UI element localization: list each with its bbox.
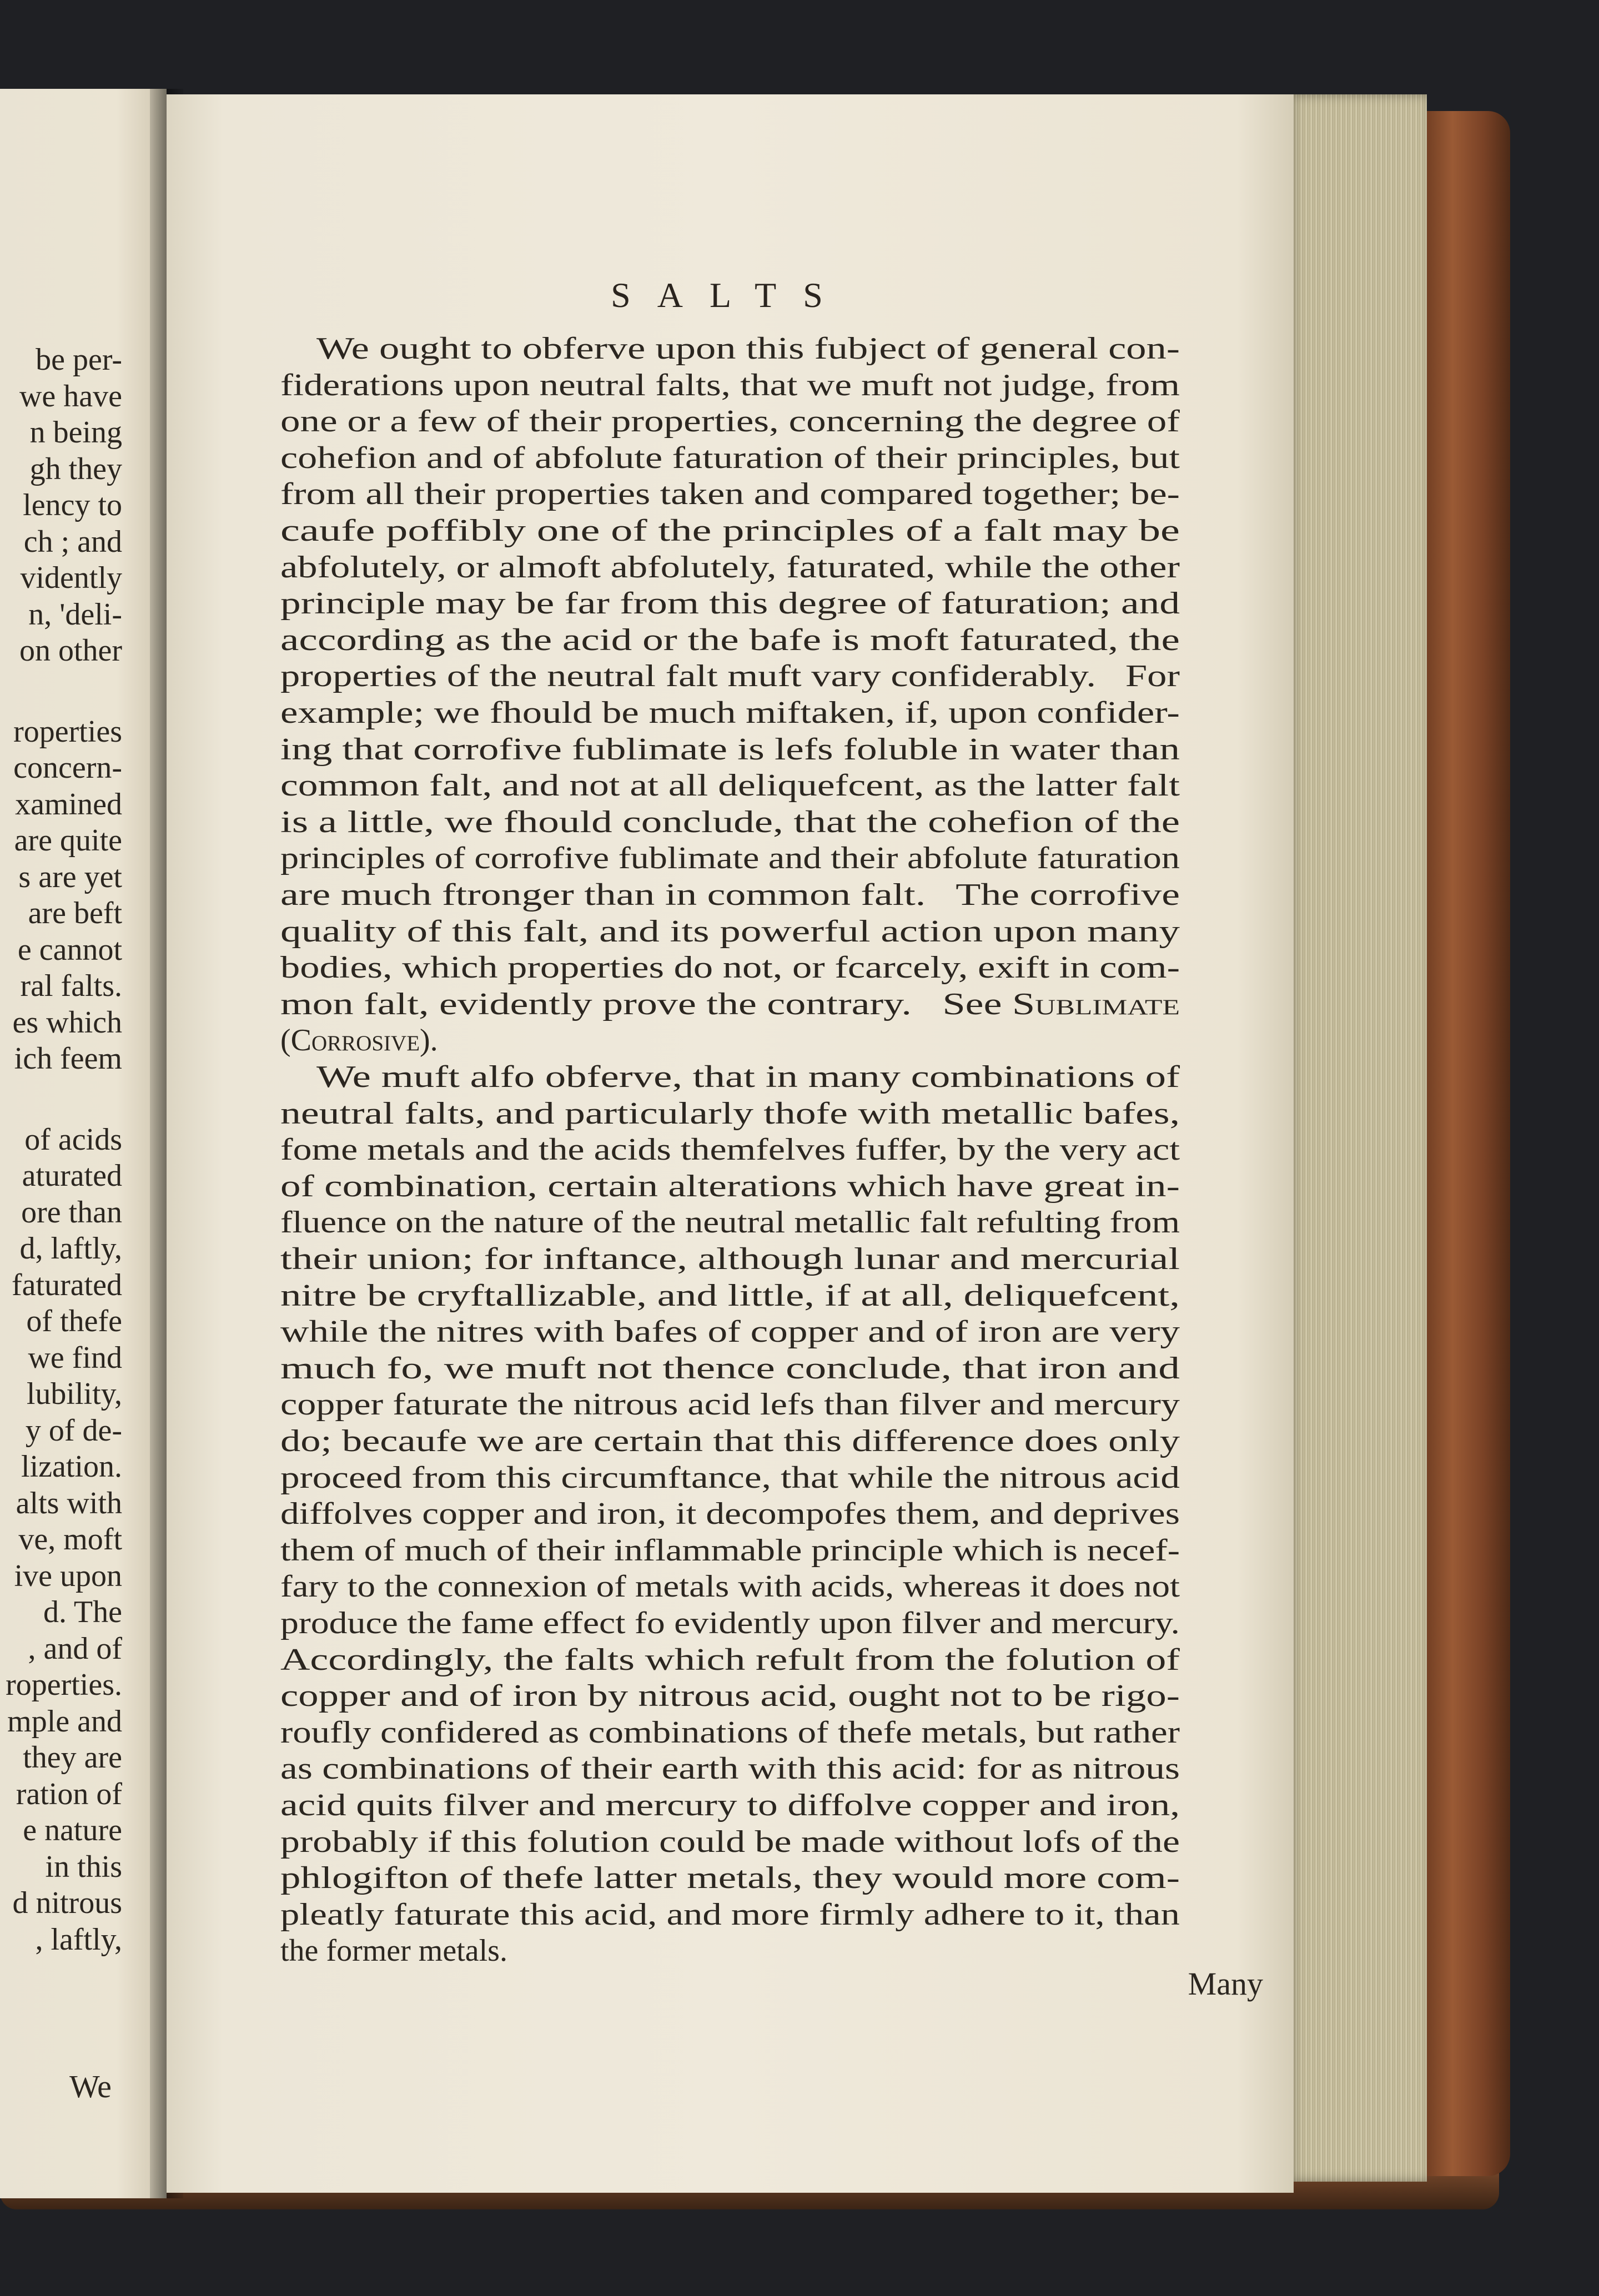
text-line xyxy=(280,986,1180,1023)
right-page xyxy=(167,94,1294,2193)
left-page xyxy=(0,89,167,2198)
text-line: from all their properties taken and compared together; be- xyxy=(280,477,1180,512)
text-line: pleatly faturate this acid, and more firmly adhere to it, than xyxy=(280,1897,1180,1932)
left-page-line: are quite xyxy=(14,823,122,858)
left-page-line: ve, moft xyxy=(18,1522,122,1557)
left-page-line: , and of xyxy=(28,1631,122,1666)
left-page-line: d nitrous xyxy=(12,1886,122,1920)
left-page-line: mple and xyxy=(7,1704,122,1739)
left-page-line: ore than xyxy=(21,1195,122,1230)
left-page-line: d, laftly, xyxy=(19,1231,122,1266)
page-fore-edge xyxy=(1288,94,1427,2182)
text-line: much fo, we muft not thence conclude, that iron and xyxy=(280,1351,1180,1386)
left-page-line: lization. xyxy=(21,1449,122,1484)
left-page-line: es which xyxy=(12,1005,122,1040)
text-line: diffolves copper and iron, it decompofes them, and deprives xyxy=(280,1497,1180,1532)
left-page-line: roperties xyxy=(13,714,122,749)
left-page-line: aturated xyxy=(22,1159,122,1193)
left-page-line: n, 'deli- xyxy=(28,597,122,632)
left-page-line: e cannot xyxy=(17,932,122,967)
text-line: quality of this falt, and its powerful action upon many xyxy=(280,914,1180,949)
cross-reference-qualifier: Corrosive xyxy=(290,1023,420,1058)
left-page-line: lency to xyxy=(23,488,122,522)
left-page-line: vidently xyxy=(20,561,122,595)
text-line: while the nitres with bafes of copper and of iron are very xyxy=(280,1315,1180,1350)
text-line: do; becaufe we are certain that this difference does only xyxy=(280,1424,1180,1458)
text-line: them of much of their inflammable principle which is necef- xyxy=(280,1533,1180,1568)
cross-reference: Sublimate xyxy=(1012,986,1180,1021)
running-head: SALTS xyxy=(611,275,849,315)
text-line: according as the acid or the bafe is moft faturated, the xyxy=(280,622,1180,657)
text-line: (Corrosive). xyxy=(280,1023,438,1058)
text-line: their union; for inftance, although lunar and mercurial xyxy=(280,1242,1180,1276)
left-page-line: alts with xyxy=(16,1486,122,1520)
left-page-line: concern- xyxy=(13,751,122,785)
text-line: example; we fhould be much miftaken, if, upon confider- xyxy=(280,696,1180,730)
left-page-line: ral falts. xyxy=(20,969,122,1003)
left-page-line: ive upon xyxy=(14,1558,122,1593)
text-line: the former metals. xyxy=(280,1934,507,1968)
text-line: principle may be far from this degree of faturation; and xyxy=(280,586,1180,621)
text-line: copper and of iron by nitrous acid, ought not to be rigo- xyxy=(280,1679,1180,1714)
text-line: We ought to obferve upon this fubject of general con- xyxy=(316,331,1180,366)
text-line: roufly confidered as combinations of thefe metals, but rather xyxy=(280,1715,1180,1750)
text-line: one or a few of their properties, concerning the degree of xyxy=(280,404,1180,439)
left-page-line: n being xyxy=(29,415,122,450)
text-line: is a little, we fhould conclude, that the cohefion of the xyxy=(280,804,1180,839)
left-page-line: lubility, xyxy=(26,1377,122,1411)
left-page-line: they are xyxy=(23,1740,122,1775)
left-page-line: y of de- xyxy=(25,1413,122,1448)
left-page-line: d. The xyxy=(43,1595,122,1629)
text-line: Accordingly, the falts which refult from the folution of xyxy=(280,1642,1180,1677)
text-run: mon falt, evidently prove the contrary. See xyxy=(280,986,1012,1021)
left-page-line: ch ; and xyxy=(23,524,122,559)
left-page-line: ration of xyxy=(16,1776,122,1811)
left-page-line: faturated xyxy=(12,1267,122,1302)
left-page-line: on other xyxy=(19,633,122,668)
text-line: are much ftronger than in common falt. The corrofive xyxy=(280,878,1180,912)
text-line: principles of corrofive fublimate and their abfolute faturation xyxy=(280,841,1180,876)
text-line: as combinations of their earth with this acid: for as nitrous xyxy=(280,1751,1180,1786)
text-line: fome metals and the acids themfelves fuffer, by the very act xyxy=(280,1132,1180,1167)
text-line: fiderations upon neutral falts, that we muft not judge, from xyxy=(280,367,1180,402)
left-page-line: , laftly, xyxy=(35,1922,122,1957)
left-page-line: ich feem xyxy=(14,1041,122,1076)
book-cover-edge xyxy=(1421,111,1510,2176)
left-page-line: e nature xyxy=(23,1813,122,1847)
left-page-line: are beft xyxy=(28,896,122,930)
left-page-line: gh they xyxy=(29,451,122,486)
text-line: common falt, and not at all deliquefcent, as the latter falt xyxy=(280,768,1180,803)
text-line: ing that corrofive fublimate is lefs foluble in water than xyxy=(280,732,1180,767)
text-line: properties of the neutral falt muft vary confiderably. For xyxy=(280,659,1180,694)
text-line: of combination, certain alterations which have great in- xyxy=(280,1169,1180,1204)
text-line: abfolutely, or almoft abfolutely, faturated, while the other xyxy=(280,550,1180,585)
left-page-line: of acids xyxy=(24,1122,122,1157)
text-line: acid quits filver and mercury to diffolve copper and iron, xyxy=(280,1788,1180,1822)
left-page-line: xamined xyxy=(15,787,122,822)
text-line: phlogifton of thefe latter metals, they would more com- xyxy=(280,1861,1180,1896)
left-page-line: be per- xyxy=(36,343,122,377)
text-line: bodies, which properties do not, or fcarcely, exift in com- xyxy=(280,950,1180,985)
text-line: We muft alfo obferve, that in many combinations of xyxy=(316,1060,1180,1094)
text-line: neutral falts, and particularly thofe with metallic bafes, xyxy=(280,1096,1180,1131)
text-line: fluence on the nature of the neutral metallic falt refulting from xyxy=(280,1205,1180,1240)
text-line: fary to the connexion of metals with acids, whereas it does not xyxy=(280,1569,1180,1604)
text-line: produce the fame effect fo evidently upon filver and mercury. xyxy=(280,1606,1180,1640)
left-page-line: we find xyxy=(28,1340,122,1375)
left-page-line: we have xyxy=(19,379,122,414)
text-line: nitre be cryftallizable, and little, if at all, deliquefcent, xyxy=(280,1278,1180,1313)
left-page-line: roperties. xyxy=(6,1668,122,1702)
text-line: cohefion and of abfolute faturation of their principles, but xyxy=(280,440,1180,475)
left-page-line: in this xyxy=(45,1849,122,1884)
left-page-line: s are yet xyxy=(18,859,122,894)
text-line: probably if this folution could be made without lofs of the xyxy=(280,1824,1180,1859)
text-line: copper faturate the nitrous acid lefs than filver and mercury xyxy=(280,1387,1180,1422)
text-line: proceed from this circumftance, that while the nitrous acid xyxy=(280,1460,1180,1495)
left-page-line: of thefe xyxy=(26,1304,122,1338)
catchword: Many xyxy=(1188,1966,1263,2002)
text-line: caufe poffibly one of the principles of a falt may be xyxy=(280,513,1180,548)
left-catchword: We xyxy=(69,2068,112,2104)
